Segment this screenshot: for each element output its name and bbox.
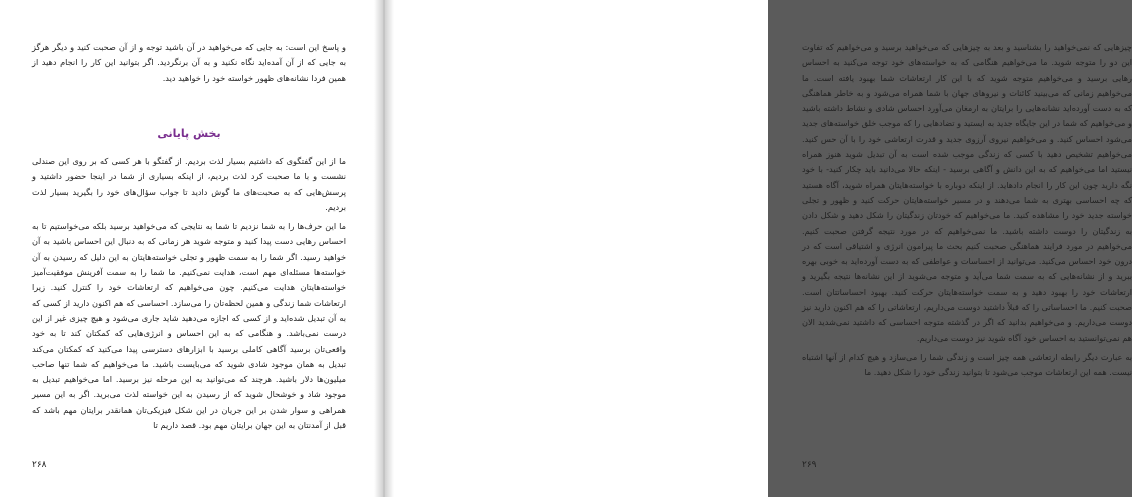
left-page — [0, 0, 384, 497]
right-page — [384, 0, 1132, 497]
paragraph: ما این حرف‌ها را به شما نزدیم تا شما به نتایجی که می‌خواهید برسید بلکه می‌خواستیم تا به احساس رهایی دست پیدا کنید و متوجه شوید هر زمانی که به دنبال این احساس باشید به آن خواهید رسید. اگر شما را به سمت ظهور و تجلی خواسته‌هایتان به این دلیل که رسیدن به آن خواسته‌ها مسئله‌ای مهم است، هدایت نمی‌کنیم. ما شما را به سمت آفرینش موفقیت‌آمیز خواسته‌هایتان هدایت می‌کنیم. چون می‌خواهیم که ارتعاشات خود را کنترل کنید. زیرا ارتعاشات شما زندگی و همین لحظه‌تان را می‌سازد. احساسی که هم اکنون دارید از کسی که به آن تبدیل شده‌اید و از کسی که اجازه می‌دهید شاید جاری می‌شود و هیچ چیزی غیر از این درست نمی‌باشد. و هنگامی که به این احساس و انرژی‌هایی که کمکتان کند تا به خود واقعی‌تان برسید آگاهی کاملی برسید با ابزارهای دسترسی پیدا می‌کنید که کمکتان می‌کند تبدیل به همان موجود شادی شوید که می‌بایست باشید. ما می‌خواهیم که شما تنها صاحب میلیون‌ها دلار باشید. هرچند که می‌توانید به این مرحله نیز برسید. اما می‌خواهیم تبدیل به موجود شاد و خوشحال شوید که از رسیدن به این خواسته لذت می‌برید. اگر به این مسیر همراهی و سوار شدن بر این جریان در این شکل فیزیکی‌تان همانقدر برایتان مهم باشد که قبل از آمدنتان به این جهان برایتان مهم بود. قصد داریم تا — [32, 221, 346, 431]
paragraph: چیزهایی که نمی‌خواهید را بشناسید و بعد به چیزهایی که می‌خواهید برسید و می‌خواهیم که تفاوت این دو را متوجه شوید. ما می‌خواهیم هنگامی که به خواسته‌های خود توجه می‌کنید به احساس رهایی برسید و می‌خواهیم متوجه شوید که با این کار ارتعاشات شما بهبود یافته است. ما می‌خواهیم زمانی که می‌بینید کائنات و نیروهای جهان با شما همراه می‌شود و به خاطر هماهنگی که به دست آورده‌اید نشانه‌هایی را برایتان به ارمغان می‌آورد احساس شادی و نشاط داشته باشید و می‌خواهیم که شما در این جایگاه جدید به ایستید و تضادهایی را که موجب خلق خواسته‌های جدید می‌شود احساس کنید. و می‌خواهیم نیروی آرزوی جدید و قدرت ارتعاشی خود را با آن حس کنید. می‌خواهیم تشخیص دهید با کسی که زندگی موجب شده است به آن تبدیل شوید هنوز همراه نیستید اما می‌خواهیم که به این دانش و آگاهی برسید - اینکه حالا می‌دانید باید چکار کنید- با خود نگه دارید چون این کار را انجام دادهاید. از اینکه دوباره با خواسته‌هایتان همراه شوید، آگاه هستید که چه احساسی بهتری به شما می‌دهند و در مسیر خواسته‌هایتان حرکت کنید و ظهور و تجلی خواسته جدید خود را مشاهده کنید. ما می‌خواهیم که خودتان زندگیتان را شکل دهید و شکل دادن به زندگیتان را دوست داشته باشید. ما نمی‌خواهیم که در مورد نتیجه گرفتن صحبت کنیم. می‌خواهیم در مورد فرایند هماهنگی صحبت کنیم بحث ما پیرامون انرژی و اشتیاقی است که در درون خود احساس می‌کنید. می‌توانید از احساسات و عواطفی که به دست آورده‌اید به خوبی بهره ببرید و از نشانه‌هایی که به سمت شما می‌آید و متوجه می‌شوید از این نشانه‌ها نتیجه بگیرید و ارتعاشات خود را بهبود دهید و به سمت خواسته‌هایتان حرکت کنید. بهبود احساساتتان است. صحبت کنیم. ما احساساتی را که قبلاً داشتید دوست می‌داریم، ارتعاشاتی را که هم اکنون دارید نیز دوست می‌داریم. و می‌خواهیم بدانید که اگر در گذشته متوجه احساسی که داشتید نمی‌شدید الان هم نمی‌توانستید به احساس خود آگاه شوید نیز دوست می‌داریم. — [802, 42, 1132, 343]
right-body-text — [802, 40, 1132, 385]
paragraph: ما از این گفتگوی که داشتیم بسیار لذت بردیم. از گفتگو با هر کسی که بر روی این صندلی نشست و با ما صحبت کرد لذت بردیم، از اینکه بسیاری از شما در اینجا حضور داشتید و پرسش‌هایی که به صحبت‌های ما گوش دادید تا جواب سؤال‌های خود را بگیرید بسیار لذت بردیم. — [32, 156, 346, 212]
section-title: بخش پایانی — [157, 127, 221, 140]
left-top-paragraph — [32, 40, 346, 90]
paragraph: به عبارت دیگر رابطه ارتعاشی همه چیز است و زندگی شما را می‌سازد و هیچ کدام از آنها اشتباه نیست. همه این ارتعاشات موجب می‌شود تا بتوانید زندگی خود را شکل دهید. ما — [802, 351, 1132, 378]
page-number: ۲۶۹ — [802, 460, 817, 470]
left-body-text — [32, 154, 346, 437]
book-gutter — [374, 0, 394, 497]
paragraph: و پاسخ این است: به جایی که می‌خواهید در آن باشید توجه و از آن صحبت کنید و دیگر هرگز به جایی که از آن آمده‌اید نگاه نکنید و به آن برنگردید. اگر بتوانید این کار را انجام دهید از همین فردا نشانه‌های ظهور خواسته خود را خواهید دید. — [32, 42, 346, 83]
page-number: ۲۶۸ — [32, 460, 47, 470]
